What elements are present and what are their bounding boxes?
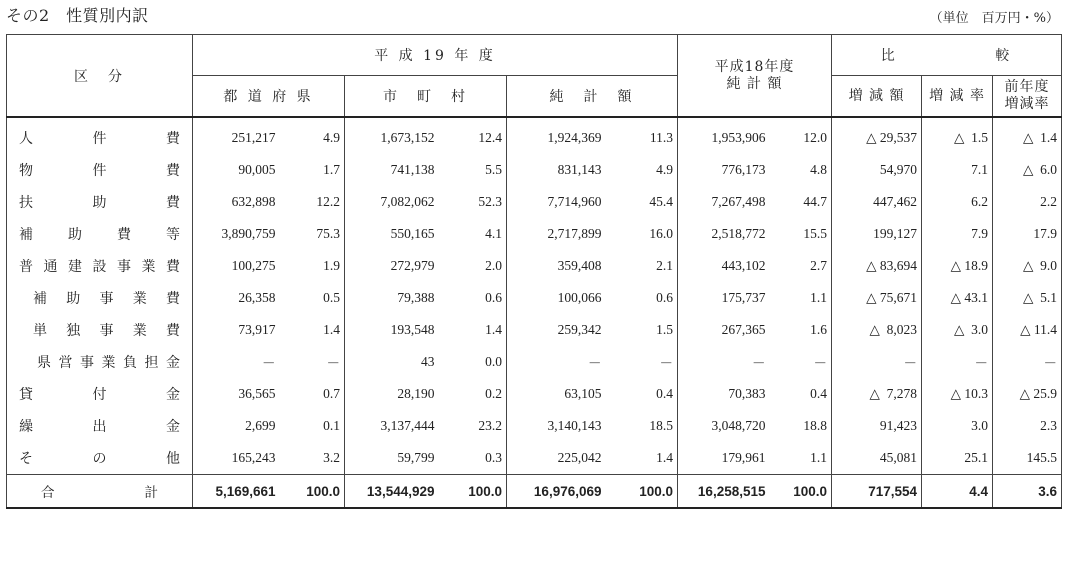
cell-n-amt: 831,143 <box>507 154 606 186</box>
row-label <box>7 282 193 314</box>
cell-rate: △ 10.3 <box>922 378 993 410</box>
table-row <box>7 250 1062 282</box>
cell-prev: 3.6 <box>993 475 1062 509</box>
table-row <box>7 117 1062 154</box>
header-compare-left: 比 <box>880 48 898 64</box>
cell-n-pct: 0.6 <box>606 282 678 314</box>
cell-p-pct: 0.5 <box>280 282 345 314</box>
cell-n-pct: 1.4 <box>606 442 678 475</box>
cell-y18-pct: 15.5 <box>770 218 832 250</box>
cell-y18-amt: 2,518,772 <box>678 218 770 250</box>
row-label <box>7 442 193 475</box>
row-label-char: 助 <box>68 227 82 243</box>
cell-n-pct: 16.0 <box>606 218 678 250</box>
cell-m-amt: 1,673,152 <box>345 117 439 154</box>
cell-y18-amt: 3,048,720 <box>678 410 770 442</box>
table-row <box>7 378 1062 410</box>
cell-n-amt: 16,976,069 <box>507 475 606 509</box>
cell-m-amt: 3,137,444 <box>345 410 439 442</box>
cell-p-amt: 36,565 <box>193 378 280 410</box>
cell-diff: △ 83,694 <box>832 250 922 282</box>
row-label-char: 繰 <box>19 419 33 435</box>
cell-prev: △ 6.0 <box>993 154 1062 186</box>
cell-m-amt: 13,544,929 <box>345 475 439 509</box>
row-label <box>7 378 193 410</box>
cell-rate: 4.4 <box>922 475 993 509</box>
cell-y18-pct: 44.7 <box>770 186 832 218</box>
cell-m-pct: 1.4 <box>439 314 507 346</box>
unit-note: （単位 百万円・%） <box>929 11 1059 26</box>
cell-y18-pct: － <box>770 346 832 378</box>
cell-p-pct: 3.2 <box>280 442 345 475</box>
row-label <box>7 218 193 250</box>
row-label-char: 件 <box>92 163 107 179</box>
cell-rate: 3.0 <box>922 410 993 442</box>
cell-y18-pct: 12.0 <box>770 117 832 154</box>
table-row <box>7 282 1062 314</box>
header-comparison <box>832 35 1062 76</box>
cell-p-pct: 1.7 <box>280 154 345 186</box>
cell-y18-pct: 4.8 <box>770 154 832 186</box>
row-label-char: そ <box>19 451 33 467</box>
cell-prev: 2.2 <box>993 186 1062 218</box>
cell-m-pct: 23.2 <box>439 410 507 442</box>
header-prev-rate-line2: 増減率 <box>1004 96 1050 112</box>
cell-y18-pct: 1.1 <box>770 442 832 475</box>
row-label <box>7 410 193 442</box>
cell-prev: 17.9 <box>993 218 1062 250</box>
header-year18-line1: 平成18年度 <box>714 58 795 75</box>
row-label-char: 業 <box>141 259 156 275</box>
cell-m-pct: 12.4 <box>439 117 507 154</box>
cell-m-pct: 0.0 <box>439 346 507 378</box>
cell-rate: △ 1.5 <box>922 117 993 154</box>
row-label-char: 費 <box>166 195 180 211</box>
cell-n-pct: 11.3 <box>606 117 678 154</box>
cell-diff: 91,423 <box>832 410 922 442</box>
row-label-char: 単 <box>33 323 47 339</box>
cell-m-amt: 59,799 <box>345 442 439 475</box>
cell-n-pct: 1.5 <box>606 314 678 346</box>
row-label-char: 件 <box>92 131 107 147</box>
cell-p-pct: － <box>280 346 345 378</box>
cell-diff: 45,081 <box>832 442 922 475</box>
cell-rate: 6.2 <box>922 186 993 218</box>
row-label-char: 費 <box>166 323 180 339</box>
header-prev-rate-line1: 前年度 <box>1004 79 1050 95</box>
row-label-char: 建 <box>68 259 82 275</box>
table-total-row <box>7 475 1062 509</box>
row-label-char: 業 <box>132 323 147 339</box>
row-label-char: 付 <box>92 387 107 403</box>
cell-n-pct: 0.4 <box>606 378 678 410</box>
row-label <box>7 346 193 378</box>
row-label <box>7 314 193 346</box>
cell-prev: △ 25.9 <box>993 378 1062 410</box>
row-label <box>7 154 193 186</box>
header-year19: 平 成 19 年 度 <box>193 35 678 76</box>
row-label-char: 等 <box>166 227 180 243</box>
row-label-char: 事 <box>80 355 94 371</box>
cell-prev: △ 5.1 <box>993 282 1062 314</box>
row-label <box>7 186 193 218</box>
cell-diff: △ 75,671 <box>832 282 922 314</box>
cell-p-pct: 75.3 <box>280 218 345 250</box>
row-label-char: 補 <box>19 227 33 243</box>
cell-p-amt: 73,917 <box>193 314 280 346</box>
table-row <box>7 218 1062 250</box>
row-label-char: 計 <box>144 485 158 501</box>
cell-n-pct: 100.0 <box>606 475 678 509</box>
table-row <box>7 154 1062 186</box>
cell-y18-amt: 16,258,515 <box>678 475 770 509</box>
table-header <box>7 35 1062 118</box>
cell-prev: △ 1.4 <box>993 117 1062 154</box>
header-prev-rate <box>993 76 1062 118</box>
cell-diff: － <box>832 346 922 378</box>
cell-m-pct: 100.0 <box>439 475 507 509</box>
header-net-total: 純 計 額 <box>507 76 678 118</box>
cell-prev: 145.5 <box>993 442 1062 475</box>
cell-y18-amt: 776,173 <box>678 154 770 186</box>
row-label-char: 金 <box>166 419 180 435</box>
cell-n-amt: 63,105 <box>507 378 606 410</box>
cell-p-amt: － <box>193 346 280 378</box>
cell-rate: △ 18.9 <box>922 250 993 282</box>
cell-n-amt: 1,924,369 <box>507 117 606 154</box>
cell-n-amt: 225,042 <box>507 442 606 475</box>
cell-prev: 2.3 <box>993 410 1062 442</box>
cell-p-amt: 3,890,759 <box>193 218 280 250</box>
cell-m-amt: 193,548 <box>345 314 439 346</box>
table-row <box>7 186 1062 218</box>
cell-n-amt: － <box>507 346 606 378</box>
expenditure-table <box>6 34 1062 509</box>
row-label-char: 金 <box>166 355 180 371</box>
cell-y18-amt: 1,953,906 <box>678 117 770 154</box>
cell-n-amt: 259,342 <box>507 314 606 346</box>
row-label-char: 人 <box>19 131 33 147</box>
header-increase-rate: 増 減 率 <box>922 76 993 118</box>
row-label-char: 貸 <box>19 387 33 403</box>
row-label-char: 金 <box>166 387 180 403</box>
cell-diff: 447,462 <box>832 186 922 218</box>
cell-m-amt: 28,190 <box>345 378 439 410</box>
cell-rate: 7.1 <box>922 154 993 186</box>
cell-y18-pct: 0.4 <box>770 378 832 410</box>
header-year18 <box>678 35 832 118</box>
row-label-char: 助 <box>66 291 81 307</box>
header-year18-line2: 純 計 額 <box>726 75 783 92</box>
cell-p-pct: 4.9 <box>280 117 345 154</box>
cell-y18-amt: 70,383 <box>678 378 770 410</box>
cell-m-amt: 7,082,062 <box>345 186 439 218</box>
cell-m-amt: 272,979 <box>345 250 439 282</box>
cell-p-pct: 100.0 <box>280 475 345 509</box>
cell-y18-amt: 443,102 <box>678 250 770 282</box>
cell-p-amt: 165,243 <box>193 442 280 475</box>
cell-y18-amt: 267,365 <box>678 314 770 346</box>
row-label-char: 独 <box>66 323 81 339</box>
row-label-char: 費 <box>117 227 131 243</box>
cell-diff: △ 8,023 <box>832 314 922 346</box>
row-label-char: 事 <box>117 259 131 275</box>
header-prefecture: 都 道 府 県 <box>193 76 345 118</box>
row-label-char: 費 <box>166 131 180 147</box>
cell-n-pct: － <box>606 346 678 378</box>
header-category: 区 分 <box>7 35 193 118</box>
row-label-char: 設 <box>92 259 107 275</box>
cell-m-pct: 5.5 <box>439 154 507 186</box>
cell-prev: △ 11.4 <box>993 314 1062 346</box>
row-label-char: 事 <box>99 291 114 307</box>
row-label-char: 普 <box>19 259 33 275</box>
cell-m-amt: 550,165 <box>345 218 439 250</box>
row-label-char: 県 <box>37 355 51 371</box>
cell-p-amt: 100,275 <box>193 250 280 282</box>
cell-y18-amt: 179,961 <box>678 442 770 475</box>
table-row <box>7 442 1062 475</box>
cell-n-amt: 7,714,960 <box>507 186 606 218</box>
row-label-char: 補 <box>33 291 47 307</box>
cell-m-pct: 2.0 <box>439 250 507 282</box>
cell-diff: 717,554 <box>832 475 922 509</box>
row-label-char: 負 <box>123 355 137 371</box>
cell-m-pct: 4.1 <box>439 218 507 250</box>
cell-p-pct: 0.1 <box>280 410 345 442</box>
cell-y18-pct: 100.0 <box>770 475 832 509</box>
cell-rate: 7.9 <box>922 218 993 250</box>
header-municipal: 市 町 村 <box>345 76 507 118</box>
row-label-char: 物 <box>19 163 33 179</box>
cell-y18-amt: － <box>678 346 770 378</box>
cell-n-amt: 359,408 <box>507 250 606 282</box>
cell-rate: 25.1 <box>922 442 993 475</box>
cell-m-amt: 741,138 <box>345 154 439 186</box>
row-label <box>7 250 193 282</box>
cell-diff: △ 29,537 <box>832 117 922 154</box>
row-label-char: 扶 <box>19 195 33 211</box>
table-row <box>7 410 1062 442</box>
cell-m-pct: 0.2 <box>439 378 507 410</box>
cell-y18-pct: 1.6 <box>770 314 832 346</box>
cell-diff: 199,127 <box>832 218 922 250</box>
section-heading: その2 性質別内訳 <box>6 6 149 25</box>
cell-n-pct: 2.1 <box>606 250 678 282</box>
cell-y18-amt: 175,737 <box>678 282 770 314</box>
cell-m-pct: 52.3 <box>439 186 507 218</box>
cell-rate: △ 3.0 <box>922 314 993 346</box>
cell-p-amt: 5,169,661 <box>193 475 280 509</box>
cell-rate: － <box>922 346 993 378</box>
cell-m-amt: 79,388 <box>345 282 439 314</box>
row-label-char: 他 <box>166 451 180 467</box>
cell-prev: － <box>993 346 1062 378</box>
table-body <box>7 117 1062 508</box>
cell-n-pct: 18.5 <box>606 410 678 442</box>
row-label-char: 業 <box>101 355 116 371</box>
cell-n-pct: 4.9 <box>606 154 678 186</box>
row-label-char: の <box>92 451 107 467</box>
row-label-char: 合 <box>41 485 55 501</box>
cell-n-amt: 3,140,143 <box>507 410 606 442</box>
row-label-char: 出 <box>92 419 107 435</box>
row-label-char: 担 <box>144 355 159 371</box>
row-label-char: 業 <box>132 291 147 307</box>
cell-y18-pct: 2.7 <box>770 250 832 282</box>
row-label-char: 費 <box>166 163 180 179</box>
table-row <box>7 314 1062 346</box>
cell-p-amt: 2,699 <box>193 410 280 442</box>
cell-p-pct: 1.4 <box>280 314 345 346</box>
cell-p-amt: 632,898 <box>193 186 280 218</box>
row-label-char: 営 <box>58 355 73 371</box>
cell-p-amt: 90,005 <box>193 154 280 186</box>
cell-y18-pct: 1.1 <box>770 282 832 314</box>
cell-m-pct: 0.3 <box>439 442 507 475</box>
cell-n-amt: 2,717,899 <box>507 218 606 250</box>
cell-n-pct: 45.4 <box>606 186 678 218</box>
row-label-char: 事 <box>99 323 114 339</box>
cell-prev: △ 9.0 <box>993 250 1062 282</box>
row-label-char: 助 <box>92 195 107 211</box>
cell-n-amt: 100,066 <box>507 282 606 314</box>
row-label <box>7 117 193 154</box>
row-label <box>7 475 193 509</box>
cell-m-pct: 0.6 <box>439 282 507 314</box>
cell-p-pct: 0.7 <box>280 378 345 410</box>
row-label-char: 費 <box>166 291 180 307</box>
row-label-char: 通 <box>43 259 58 275</box>
row-label-char: 費 <box>166 259 180 275</box>
cell-p-amt: 251,217 <box>193 117 280 154</box>
cell-y18-pct: 18.8 <box>770 410 832 442</box>
header-increase-amount: 増 減 額 <box>832 76 922 118</box>
cell-diff: △ 7,278 <box>832 378 922 410</box>
cell-p-pct: 1.9 <box>280 250 345 282</box>
cell-p-amt: 26,358 <box>193 282 280 314</box>
header-compare-right: 較 <box>995 48 1013 64</box>
cell-diff: 54,970 <box>832 154 922 186</box>
table-row <box>7 346 1062 378</box>
cell-p-pct: 12.2 <box>280 186 345 218</box>
cell-y18-amt: 7,267,498 <box>678 186 770 218</box>
cell-m-amt: 43 <box>345 346 439 378</box>
cell-rate: △ 43.1 <box>922 282 993 314</box>
